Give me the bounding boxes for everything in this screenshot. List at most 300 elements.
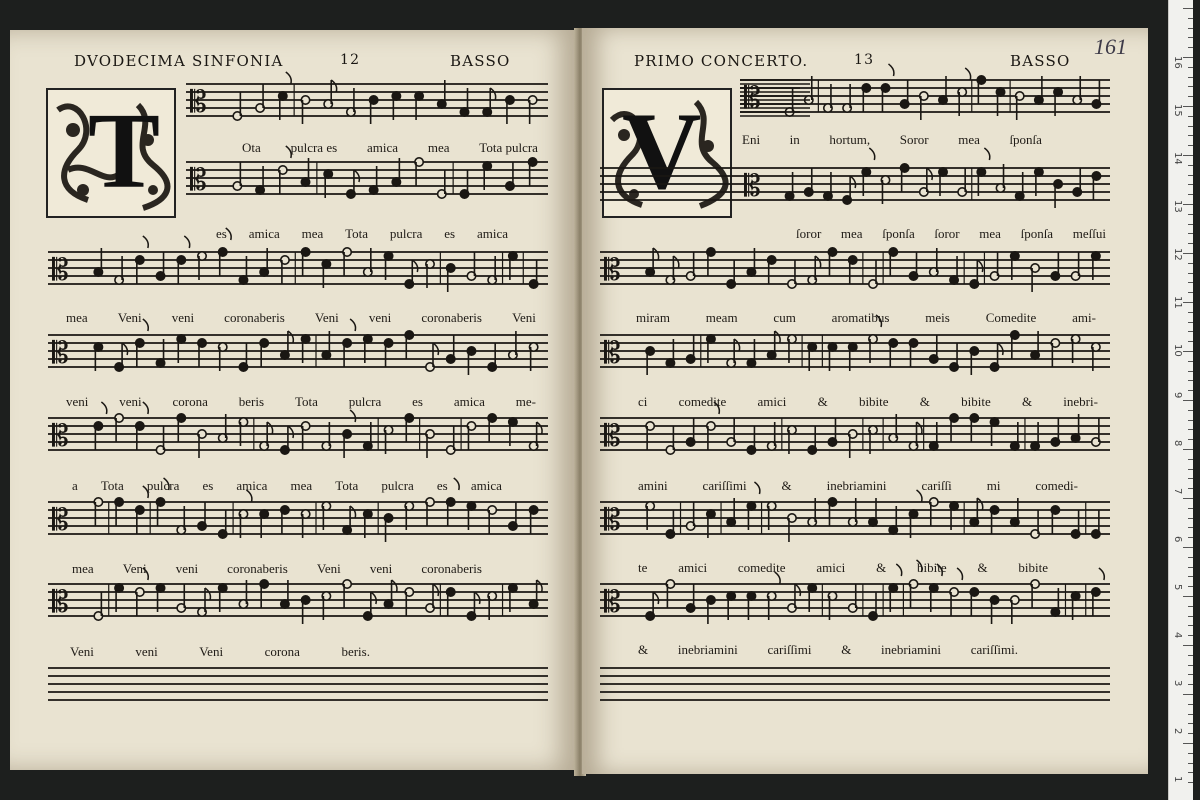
note	[362, 592, 376, 622]
ruler-tick	[1188, 655, 1193, 656]
lyric-word: meam	[705, 310, 738, 325]
ruler-tick	[1183, 645, 1193, 646]
note	[887, 564, 901, 612]
note	[300, 420, 312, 450]
ruler-tick	[1188, 527, 1193, 528]
note	[466, 252, 478, 282]
note	[860, 82, 872, 112]
note	[403, 329, 415, 359]
note	[279, 426, 293, 456]
right-header-part: BASSO	[1010, 52, 1071, 70]
staff-right-4	[600, 315, 1110, 375]
ruler-tick	[1188, 420, 1193, 421]
lyric-word: coronaberis	[421, 561, 482, 576]
lyric-word: beris	[238, 394, 265, 409]
note	[948, 412, 960, 442]
lyric-word: te	[638, 560, 648, 575]
lyric-word: aromatibus	[831, 310, 890, 325]
lyric-word: cariſſimi	[767, 642, 812, 657]
note	[968, 345, 980, 375]
ruler-number: 12	[1172, 248, 1183, 261]
note	[527, 94, 539, 124]
lyric-word: mea	[979, 226, 1001, 241]
ruler-tick	[1188, 782, 1193, 783]
lyric-word: Eni	[742, 132, 761, 147]
ruler-tick	[1188, 674, 1193, 675]
ruler-tick	[1188, 459, 1193, 460]
lyric-word: es	[412, 394, 423, 409]
ruler-tick	[1188, 733, 1193, 734]
ruler-tick	[1188, 586, 1193, 587]
ruler-tick	[1188, 361, 1193, 362]
lyric-word: ſoror	[796, 226, 822, 241]
clef-icon: 𝄡	[604, 585, 621, 620]
lyric-word: hortum,	[829, 132, 871, 147]
note	[975, 74, 987, 104]
note	[685, 584, 697, 614]
ruler-tick	[1188, 28, 1193, 29]
note	[459, 170, 471, 200]
lyric-word: &	[841, 642, 852, 657]
note	[975, 148, 989, 196]
lyric-word: meis	[925, 310, 950, 325]
staff-left-1	[186, 72, 548, 124]
lyric-word: &	[638, 642, 649, 657]
note	[887, 246, 899, 276]
lyric-word: amica	[470, 478, 502, 493]
left-page-number: 12	[340, 52, 361, 68]
lyric-word: beris.	[341, 644, 370, 659]
initial-letter-v: V	[622, 90, 702, 212]
lyric-word: amica	[476, 226, 508, 241]
staff-left-7	[48, 568, 548, 624]
note	[847, 428, 859, 458]
note	[968, 412, 980, 442]
ruler-tick	[1188, 331, 1193, 332]
note	[445, 426, 457, 456]
note	[175, 412, 187, 442]
lyric-word: ſoror	[934, 226, 960, 241]
staff-left-5	[48, 402, 548, 458]
note	[403, 260, 417, 290]
note	[918, 90, 930, 120]
note	[424, 343, 438, 373]
note	[341, 246, 353, 276]
ruler-tick	[1188, 508, 1193, 509]
note	[908, 252, 920, 282]
note	[196, 337, 208, 367]
note	[424, 428, 436, 458]
lyric-word: pulcra	[146, 478, 180, 493]
measurement-ruler	[1168, 0, 1193, 800]
clef-icon: 𝄡	[604, 253, 621, 288]
ruler-number: 16	[1172, 56, 1183, 69]
lyric-word: mea	[301, 226, 324, 241]
staff-right-3	[600, 246, 1110, 292]
ruler-tick	[1188, 557, 1193, 558]
ruler-tick	[1183, 351, 1193, 352]
lyric-word: pulcra es	[290, 140, 338, 155]
note	[466, 592, 480, 622]
staff-left-8	[48, 668, 548, 700]
clef-icon: 𝄡	[52, 585, 69, 620]
note	[279, 504, 291, 534]
ruler-tick	[1188, 184, 1193, 185]
lyric-word: inebriamini	[677, 642, 738, 657]
note	[918, 168, 932, 198]
ruler-number: 9	[1172, 392, 1183, 399]
ruler-tick	[1188, 67, 1193, 68]
note	[528, 504, 540, 534]
note	[685, 252, 697, 282]
note	[806, 426, 818, 456]
clef-icon: 𝄡	[52, 336, 69, 371]
note	[899, 162, 911, 192]
lyric-word: &	[876, 560, 887, 575]
note	[766, 572, 780, 620]
lyric-word: amini	[638, 478, 668, 493]
lyric-word: veni	[368, 310, 392, 325]
ruler-tick	[1188, 243, 1193, 244]
note	[745, 482, 759, 530]
note	[908, 490, 922, 538]
lyric-word: veni	[369, 561, 393, 576]
lyric-word: in	[789, 132, 800, 147]
lyric-word: Veni	[512, 310, 536, 325]
ruler-number: 13	[1172, 200, 1183, 213]
lyric-word: inebri-	[1063, 394, 1098, 409]
note	[238, 343, 250, 373]
lyric-word: inebriamini	[826, 478, 887, 493]
lyric-word: comedite	[737, 560, 786, 575]
lyric-word: amici	[816, 560, 846, 575]
lyric-word: Tota	[100, 478, 124, 493]
note	[644, 592, 658, 622]
ruler-tick	[1188, 116, 1193, 117]
ruler-tick	[1183, 694, 1193, 695]
staff-left-6	[48, 478, 548, 542]
note	[238, 490, 252, 538]
note	[258, 578, 270, 608]
ruler-tick	[1188, 635, 1193, 636]
ruler-tick	[1188, 292, 1193, 293]
note	[827, 496, 839, 526]
lyric-word: pulcra	[381, 478, 414, 493]
clef-icon: 𝄡	[52, 503, 69, 538]
lyric-word: &	[919, 394, 930, 409]
note	[277, 72, 291, 120]
note	[928, 335, 940, 365]
lyric-word: corona	[172, 394, 208, 409]
lyric-word: ſponſa	[882, 226, 915, 241]
lyric-word: mi	[986, 478, 1001, 493]
ruler-tick	[1188, 704, 1193, 705]
note	[725, 260, 737, 290]
ruler-tick	[1188, 723, 1193, 724]
ruler-tick	[1188, 567, 1193, 568]
note	[383, 337, 395, 367]
note	[1014, 90, 1026, 120]
note	[155, 252, 167, 282]
note	[445, 262, 457, 292]
lyric-word: es	[444, 226, 456, 241]
note	[507, 502, 519, 532]
note	[1070, 510, 1082, 540]
lyric-word: Veni	[314, 310, 339, 325]
lyric-word: bibite	[1018, 560, 1048, 575]
ruler-tick	[1188, 576, 1193, 577]
lyric-word: mea	[958, 132, 980, 147]
ruler-tick	[1188, 263, 1193, 264]
ruler-tick	[1188, 96, 1193, 97]
lyric-word: bibite	[961, 394, 991, 409]
lyric-word: bibite	[917, 560, 947, 575]
note	[867, 315, 881, 363]
ruler-tick	[1183, 449, 1193, 450]
staff-left-2	[186, 146, 548, 200]
ruler-tick	[1188, 37, 1193, 38]
ruler-tick	[1188, 224, 1193, 225]
ruler-tick	[1183, 743, 1193, 744]
note	[841, 176, 855, 206]
lyric-word: &	[817, 394, 828, 409]
note	[341, 578, 353, 608]
ruler-tick	[1188, 714, 1193, 715]
note	[664, 578, 676, 608]
ruler-tick	[1183, 400, 1193, 401]
note	[908, 337, 920, 367]
ruler-tick	[1188, 312, 1193, 313]
ruler-tick	[1188, 390, 1193, 391]
staff-right-2	[600, 148, 1110, 208]
ruler-tick	[1188, 322, 1193, 323]
note	[860, 148, 874, 196]
note	[279, 254, 291, 284]
note	[1090, 80, 1102, 110]
ruler-tick	[1183, 155, 1193, 156]
note	[424, 584, 438, 614]
ruler-tick	[1183, 253, 1193, 254]
left-header-part: BASSO	[450, 52, 511, 70]
initial-letter-t: T	[88, 92, 161, 211]
ruler-tick	[1188, 684, 1193, 685]
ruler-tick	[1188, 753, 1193, 754]
note	[1071, 168, 1083, 198]
ruler-tick	[1188, 371, 1193, 372]
lyric-word: cariſſi	[921, 478, 952, 493]
note	[486, 343, 498, 373]
lyric-word: ami-	[1072, 310, 1096, 325]
ruler-number: 7	[1172, 488, 1183, 495]
ruler-number: 14	[1172, 152, 1183, 165]
note	[383, 512, 395, 542]
note	[175, 584, 187, 614]
lyric-word: ci	[638, 394, 648, 409]
left-header-title: DVODECIMA SINFONIA	[74, 52, 284, 70]
ruler-tick	[1188, 47, 1193, 48]
lyric-word: Veni	[117, 310, 142, 325]
clef-icon: 𝄡	[744, 81, 761, 116]
note	[254, 84, 266, 114]
ruler-number: 4	[1172, 632, 1183, 639]
handwritten-folio-number: 161	[1094, 34, 1127, 59]
lyric-word: amica	[453, 394, 485, 409]
right-header-title: PRIMO CONCERTO.	[634, 52, 809, 70]
ruler-number: 8	[1172, 440, 1183, 447]
lyric-word: a	[72, 478, 78, 493]
note	[1049, 504, 1061, 534]
note	[644, 420, 656, 450]
lyric-word: ſponſa	[1009, 132, 1042, 147]
ruler-number: 6	[1172, 536, 1183, 543]
lyric-word: coronaberis	[421, 310, 482, 325]
lyric-word: comedi-	[1035, 478, 1078, 493]
ruler-tick	[1188, 86, 1193, 87]
ruler-number: 3	[1172, 680, 1183, 687]
lyric-word: Comedite	[985, 310, 1037, 325]
staff-right-7	[600, 560, 1110, 624]
ruler-tick	[1188, 77, 1193, 78]
ruler-tick	[1188, 273, 1193, 274]
lyric-word: Tota	[294, 394, 318, 409]
lyric-word: veni	[135, 644, 158, 659]
ruler-tick	[1188, 233, 1193, 234]
lyric-word: Ota	[242, 140, 261, 155]
note	[685, 418, 697, 448]
ruler-tick	[1183, 57, 1193, 58]
note	[217, 510, 229, 540]
note	[1052, 178, 1064, 208]
lyric-word: cariſſimi.	[970, 642, 1018, 657]
ruler-number: 2	[1172, 728, 1183, 735]
lyric-word: me-	[515, 394, 536, 409]
lyric-word: cariſſimi	[702, 478, 747, 493]
note	[786, 512, 798, 542]
lyric-word: Veni	[70, 644, 94, 659]
ruler-tick	[1188, 439, 1193, 440]
note	[803, 168, 815, 198]
ruler-tick	[1188, 341, 1193, 342]
lyric-word: coronaberis	[224, 310, 285, 325]
note	[155, 426, 167, 456]
lyric-word: inebriamini	[881, 642, 941, 657]
note	[258, 337, 270, 367]
lyric-word: Tota	[345, 226, 369, 241]
note	[867, 260, 879, 290]
note	[948, 343, 960, 373]
ruler-number: 11	[1172, 296, 1183, 309]
ruler-tick	[1188, 145, 1193, 146]
note	[664, 426, 676, 456]
note	[705, 594, 717, 624]
note	[445, 335, 457, 365]
note	[300, 594, 312, 624]
ruler-tick	[1188, 380, 1193, 381]
note	[113, 343, 127, 373]
lyric-word: corona	[264, 644, 300, 659]
clef-icon: 𝄡	[190, 163, 207, 198]
ruler-tick	[1188, 135, 1193, 136]
lyric-word: veni	[171, 310, 195, 325]
lyric-word: mea	[427, 140, 450, 155]
note	[113, 496, 125, 526]
lyric-word: es	[202, 478, 214, 493]
lyric-word: Veni	[316, 561, 341, 576]
note	[403, 412, 415, 442]
ruler-tick	[1188, 214, 1193, 215]
note	[827, 418, 839, 448]
ruler-tick	[1188, 518, 1193, 519]
note	[1009, 594, 1021, 624]
ruler-tick	[1188, 537, 1193, 538]
ruler-tick	[1188, 763, 1193, 764]
ruler-tick	[1183, 547, 1193, 548]
right-page-number: 13	[854, 52, 875, 68]
note	[413, 156, 425, 186]
ruler-tick	[1183, 498, 1193, 499]
note	[989, 343, 1003, 373]
lyric-word: mea	[290, 478, 313, 493]
ruler-number: 10	[1172, 344, 1183, 357]
ruler-tick	[1188, 126, 1193, 127]
note	[231, 162, 243, 192]
lyric-word: amica	[248, 226, 280, 241]
lyric-word: veni	[119, 394, 142, 409]
note	[928, 564, 942, 612]
note	[92, 496, 104, 526]
note	[786, 584, 800, 614]
ruler-tick	[1183, 8, 1193, 9]
note	[644, 345, 656, 375]
lyric-word: mea	[66, 310, 88, 325]
note	[445, 586, 457, 616]
lyric-word: &	[977, 560, 988, 575]
lyric-word: comedite	[678, 394, 727, 409]
ruler-number: 5	[1172, 584, 1183, 591]
ruler-tick	[1188, 478, 1193, 479]
note	[968, 260, 982, 290]
note	[1029, 510, 1041, 540]
ruler-tick	[1188, 606, 1193, 607]
note	[766, 254, 778, 284]
ruler-tick	[1183, 596, 1193, 597]
note	[705, 246, 717, 276]
clef-icon: 𝄡	[604, 419, 621, 454]
note	[113, 412, 125, 442]
staff-left-4	[48, 319, 548, 375]
ruler-tick	[1183, 204, 1193, 205]
lyric-word: amici	[757, 394, 787, 409]
lyric-word: amici	[678, 560, 708, 575]
lyric-word: amica	[366, 140, 399, 155]
note	[403, 586, 415, 616]
note	[300, 94, 312, 124]
ruler-tick	[1188, 469, 1193, 470]
clef-icon: 𝄡	[52, 419, 69, 454]
lyric-word: veni	[175, 561, 199, 576]
note	[989, 594, 1001, 624]
lyric-word: coronaberis	[227, 561, 288, 576]
lyric-word: amica	[236, 478, 268, 493]
note	[899, 80, 911, 110]
lyric-word: Soror	[899, 132, 929, 147]
note	[486, 412, 498, 442]
note	[928, 496, 940, 526]
note	[528, 260, 540, 290]
ruler-tick	[1188, 410, 1193, 411]
note	[504, 162, 516, 192]
ruler-tick	[1188, 165, 1193, 166]
